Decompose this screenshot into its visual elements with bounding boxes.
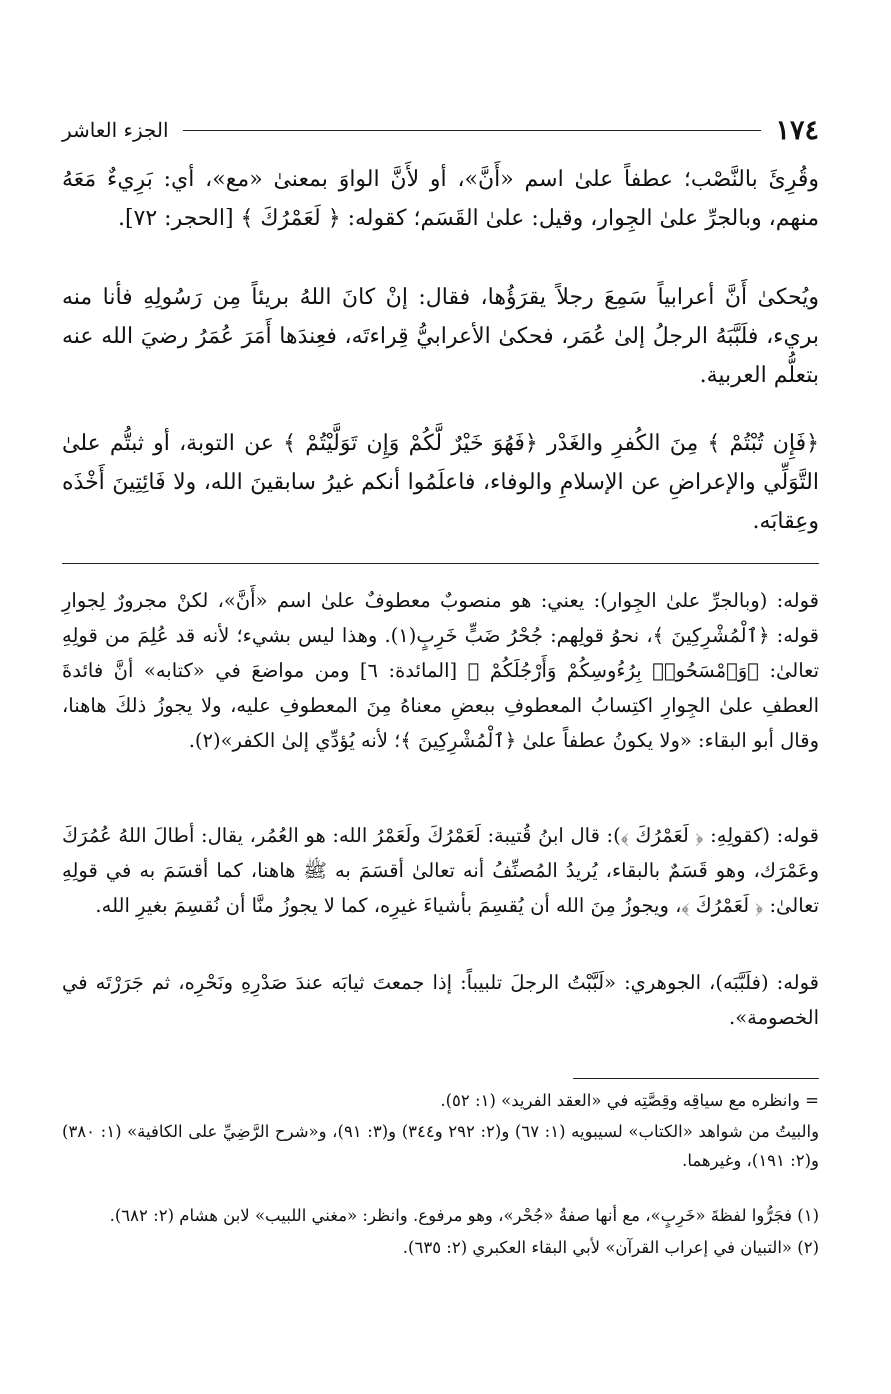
- main-commentary-divider: [62, 563, 819, 564]
- header-rule: [183, 130, 762, 131]
- footnote-divider: [573, 1078, 819, 1079]
- page-number: ١٧٤: [775, 114, 819, 146]
- main-paragraph-2: ويُحكىٰ أَنَّ أعرابياً سَمِعَ رجلاً يقرَؤُها، فقال: إنْ كانَ اللهُ بريئاً مِن رَسُولِهِ فأنا منه بريء، فلَبَّبَهُ الرجلُ إلىٰ عُمَر، فحكىٰ الأعرابيُّ قِراءتَه، فعِندَها أَمَرَ عُمَرُ رضيَ الله عنه بتعلُّم العربية.: [62, 285, 819, 388]
- main-paragraph-1: وقُرِئَ بالنَّصْب؛ عطفاً علىٰ اسم «أَنَّ»، أو لأَنَّ الواوَ بمعنىٰ «مع»، أي: بَرِيءٌ مَعَهُ منهم، وبالجرِّ علىٰ الجِوار، وقيل: علىٰ القَسَم؛ كقوله: ﴿ لَعَمْرُكَ ﴾ [الحجر: ٧٢].: [62, 167, 819, 231]
- footnote-1: (١) فجَرُّوا لفظةَ «خَرِبٍ»، مع أنها صفةُ «جُحْر»، وهو مرفوع. وانظر: «مغني اللبيب» لابن هشام (٢: ٦٨٢).: [109, 1206, 819, 1225]
- commentary-paragraph-1: قوله: (وبالجرِّ علىٰ الجِوار): يعني: هو منصوبٌ معطوفٌ علىٰ اسم «أَنَّ»، لكنْ مجرورٌ لِجوارِ قوله: ﴿ٱلْمُشْرِكِينَ ﴾، نحوُ قولِهم: جُحْرُ ضَبٍّ خَرِبٍ(١). وهذا ليس بشيء؛ لأنه قد عُلِمَ من قولِهِ تعالىٰ: ﴿وَٱمْسَحُوا۟ بِرُءُوسِكُمْ وَأَرْجُلَكُمْ ﴾ [المائدة: ٦] ومن مواضعَ في «كتابه» أنَّ فائدةَ العطفِ علىٰ الجِوارِ اكتِسابُ المعطوفِ ببعضِ معناهُ مِنَ المعطوفِ عليه، ولا يجوزُ ذلكَ هاهنا، وقال أبو البقاء: «ولا يكونُ عطفاً علىٰ ﴿ٱلْمُشْرِكِينَ ﴾؛ لأنه يُؤدِّي إلىٰ الكفر»(٢).: [62, 589, 820, 752]
- footnote-continuation: = وانظره مع سياقِه وقِصَّتِه في «العقد الفريد» (١: ٥٢).: [440, 1091, 819, 1110]
- footnote-continuation-2: والبيتُ من شواهد «الكتاب» لسيبويه (١: ٦٧) و(٢: ٢٩٢ و٣٤٤) و(٣: ٩١)، و«شرح الرَّضِيِّ على الكافية» (١: ٣٨٠) و(٢: ١٩١)، وغيرهما.: [62, 1122, 820, 1170]
- volume-title: الجزء العاشر: [62, 118, 169, 142]
- commentary-paragraph-3: قوله: (فلَبَّبَه)، الجوهري: «لَبَّبْتُ الرجلَ تلبيباً: إذا جمعتَ ثيابَه عندَ صَدْرِهِ ونَحْرِه، ثم جَرَرْتَه في الخصومة».: [62, 971, 819, 1029]
- main-paragraph-3: ﴿فَإِن تُبْتُمْ ﴾ مِنَ الكُفرِ والغَدْر ﴿فَهُوَ خَيْرٌ لَّكُمْ وَإِن تَوَلَّيْتُمْ ﴾ عن التوبة، أو ثبتُّم علىٰ التَّوَلِّي والإعراضِ عن الإسلامِ والوفاء، فاعلَمُوا أنكم غيرُ سابقينَ الله، ولا فَائِتِينَ أَخْذَه وعِقابَه.: [62, 431, 819, 534]
- running-header: [62, 112, 819, 148]
- commentary-paragraph-2: قوله: (كقولِهِ: ﴿ لَعَمْرُكَ ﴾): قال ابنُ قُتيبة: لَعَمْرُكَ ولَعَمْرُ الله: هو العُمُر، يقال: أطالَ اللهُ عُمُرَكَ وعَمْرَك، وهو قَسَمٌ بالبقاء، يُريدُ المُصنِّفُ أنه تعالىٰ أقسَمَ به ﷺ هاهنا، كما أقسَمَ به في قولِهِ تعالىٰ: ﴿ لَعَمْرُكَ ﴾، ويجوزُ مِنَ الله أن يُقسِمَ بأشياءَ غيرِه، كما لا يجوزُ منَّا أن نُقسِمَ بغيرِ الله.: [62, 824, 819, 917]
- footnote-2: (٢) «التبيان في إعراب القرآن» لأبي البقاء العكبري (٢: ٦٣٥).: [402, 1238, 819, 1257]
